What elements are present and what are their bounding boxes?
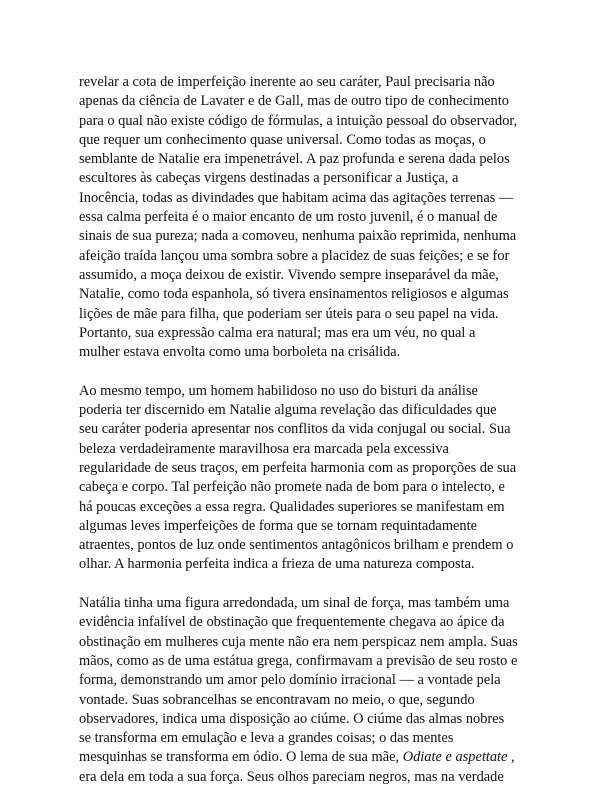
text-line: que requer um conhecimento quase universal. Como todas as moças, o xyxy=(79,131,486,148)
text-line: revelar a cota de imperfeição inerente ao seu caráter, Paul precisaria não xyxy=(79,74,495,90)
text-line: poderia ter discernido em Natalie alguma revelação das dificuldades que xyxy=(79,402,497,419)
text-line: apenas da ciência de Lavater e de Gall, mas de outro tipo de conhecimento xyxy=(79,93,509,110)
text-line: obstinação em mulheres cuja mente não era nem perspicaz nem ampla. Suas xyxy=(79,633,518,650)
text-line: semblante de Natalie era impenetrável. A paz profunda e serena dada pelos xyxy=(79,151,510,168)
text-line: seu caráter poderia apresentar nos conflitos da vida conjugal ou social. Sua xyxy=(79,421,511,438)
text-line: Natalie, como toda espanhola, só tivera ensinamentos religiosos e algumas xyxy=(79,286,509,303)
body-text xyxy=(79,73,525,787)
text-line: escultores às cabeças virgens destinadas a personificar a Justiça, a xyxy=(79,170,459,187)
text-line: vontade. Suas sobrancelhas se encontravam no meio, o que, segundo xyxy=(79,691,475,708)
text-line: Inocência, todas as divindades que habitam acima das agitações terrenas — xyxy=(79,189,514,206)
motto-punctuation: , xyxy=(507,749,515,766)
text-line: forma, demonstrando um amor pelo domínio irracional — a vontade pela xyxy=(79,672,501,689)
paragraph-1 xyxy=(79,73,525,362)
paragraph-3 xyxy=(79,594,525,787)
text-line: lições de mãe para filha, que poderiam ser úteis para o seu papel na vida. xyxy=(79,305,499,322)
text-line: algumas leves imperfeições de forma que se tornam requintadamente xyxy=(79,517,477,534)
text-line: evidência infalível de obstinação que frequentemente chegava ao ápice da xyxy=(79,614,505,631)
text-line: mãos, como as de uma estátua grega, confirmavam a previsão de seu rosto e xyxy=(79,652,518,669)
text-line: olhar. A harmonia perfeita indica a frieza de uma natureza composta. xyxy=(79,556,475,573)
text-line: há poucas exceções a essa regra. Qualidades superiores se manifestam em xyxy=(79,498,505,515)
text-line: observadores, indica uma disposição ao ciúme. O ciúme das almas nobres xyxy=(79,710,505,727)
text-line: afeição traída lançou uma sombra sobre a placidez de suas feições; e se for xyxy=(79,247,510,264)
text-line: Portanto, sua expressão calma era natural; mas era um véu, no qual a xyxy=(79,324,476,341)
text-line-with-motto xyxy=(79,748,525,767)
text-line: era dela em toda a sua força. Seus olhos pareciam negros, mas na verdade xyxy=(79,768,504,785)
text-segment: mesquinhas se transforma em ódio. O lema de sua mãe, xyxy=(79,749,400,766)
text-line: assumido, a moça deixou de existir. Vivendo sempre inseparável da mãe, xyxy=(79,266,499,283)
text-line: Ao mesmo tempo, um homem habilidoso no uso do bisturi da análise xyxy=(79,382,478,399)
text-line: Natália tinha uma figura arredondada, um sinal de força, mas também uma xyxy=(79,595,510,612)
text-line: essa calma perfeita é o maior encanto de um rosto juvenil, é o manual de xyxy=(79,209,498,226)
text-line: mulher estava envolta como uma borboleta na crisálida. xyxy=(79,344,401,361)
text-line: atraentes, pontos de luz onde sentimentos antagônicos brilham e prendem o xyxy=(79,537,514,554)
paragraph-2 xyxy=(79,382,525,575)
text-line: sinais de sua pureza; nada a comoveu, nenhuma paixão reprimida, nenhuma xyxy=(79,228,517,245)
text-line: beleza verdadeiramente maravilhosa era marcada pela excessiva xyxy=(79,440,449,457)
italic-motto: Odiate e aspettate xyxy=(402,749,508,766)
text-line: cabeça e corpo. Tal perfeição não promete nada de bom para o intelecto, e xyxy=(79,479,505,496)
text-line: regularidade de seus traços, em perfeita harmonia com as proporções de sua xyxy=(79,459,517,476)
text-line: se transforma em emulação e leva a grandes coisas; o das mentes xyxy=(79,730,454,747)
text-line: para o qual não existe código de fórmulas, a intuição pessoal do observador, xyxy=(79,112,518,129)
